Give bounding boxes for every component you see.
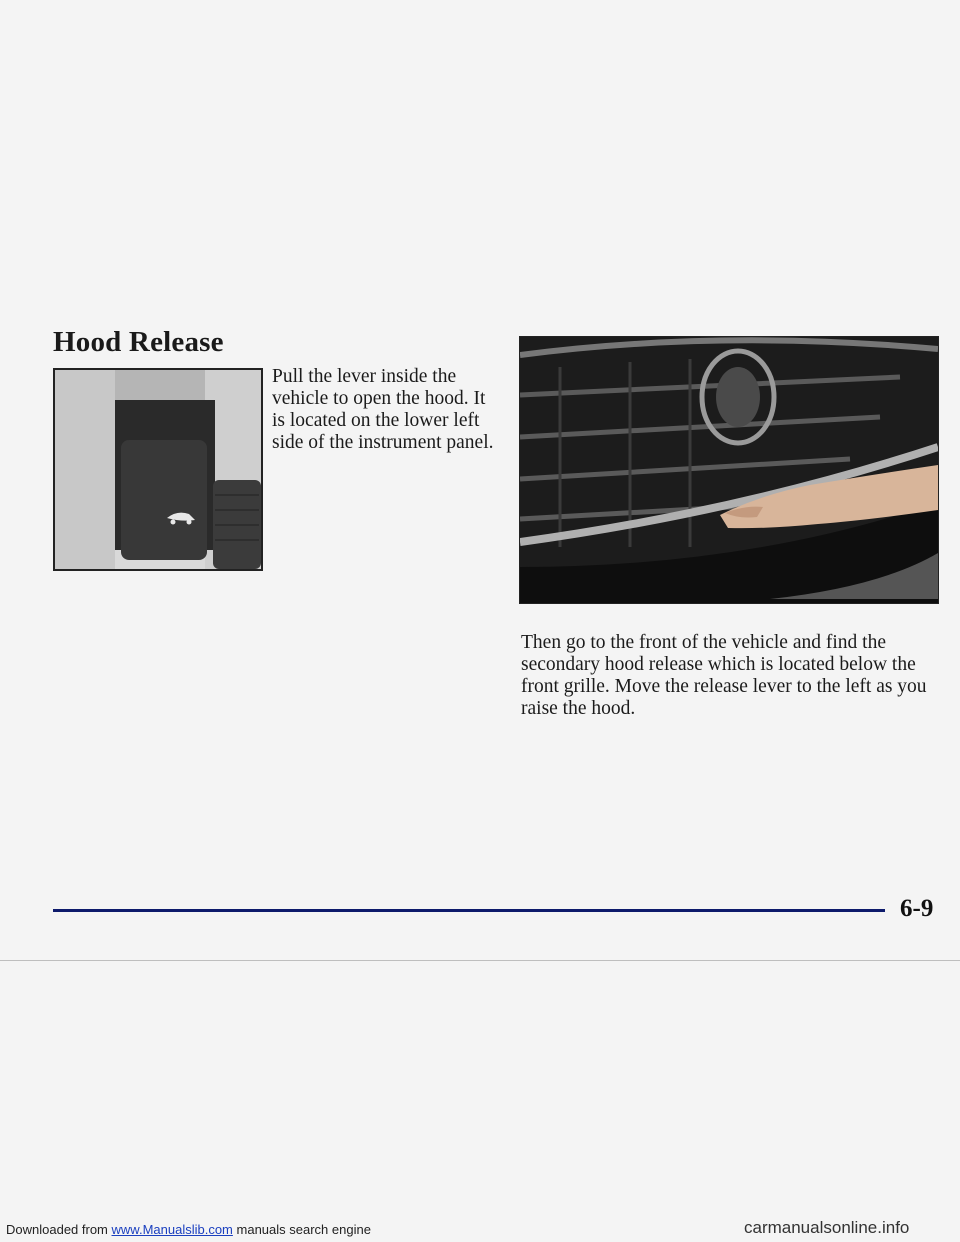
- secondary-release-instructions: Then go to the front of the vehicle and find the secondary hood release which is located below the front grille. Move the release lever to the left as you raise the hood.: [521, 632, 927, 719]
- download-prefix: Downloaded from: [6, 1222, 108, 1237]
- manualslib-link[interactable]: www.Manualslib.com: [111, 1222, 233, 1237]
- front-grille-photo: [519, 336, 939, 604]
- page-number: 6-9: [900, 895, 934, 922]
- hood-lever-photo: [53, 368, 263, 571]
- watermark-brand: carmanualsonline.info: [744, 1218, 910, 1237]
- section-divider: [53, 909, 885, 912]
- lever-instructions: Pull the lever inside the vehicle to open the hood. It is located on the lower left side of the instrument panel.: [272, 366, 494, 453]
- download-footer: [6, 1222, 371, 1237]
- section-title: Hood Release: [53, 326, 224, 358]
- page-edge-line: [0, 960, 960, 961]
- download-suffix: manuals search engine: [236, 1222, 371, 1237]
